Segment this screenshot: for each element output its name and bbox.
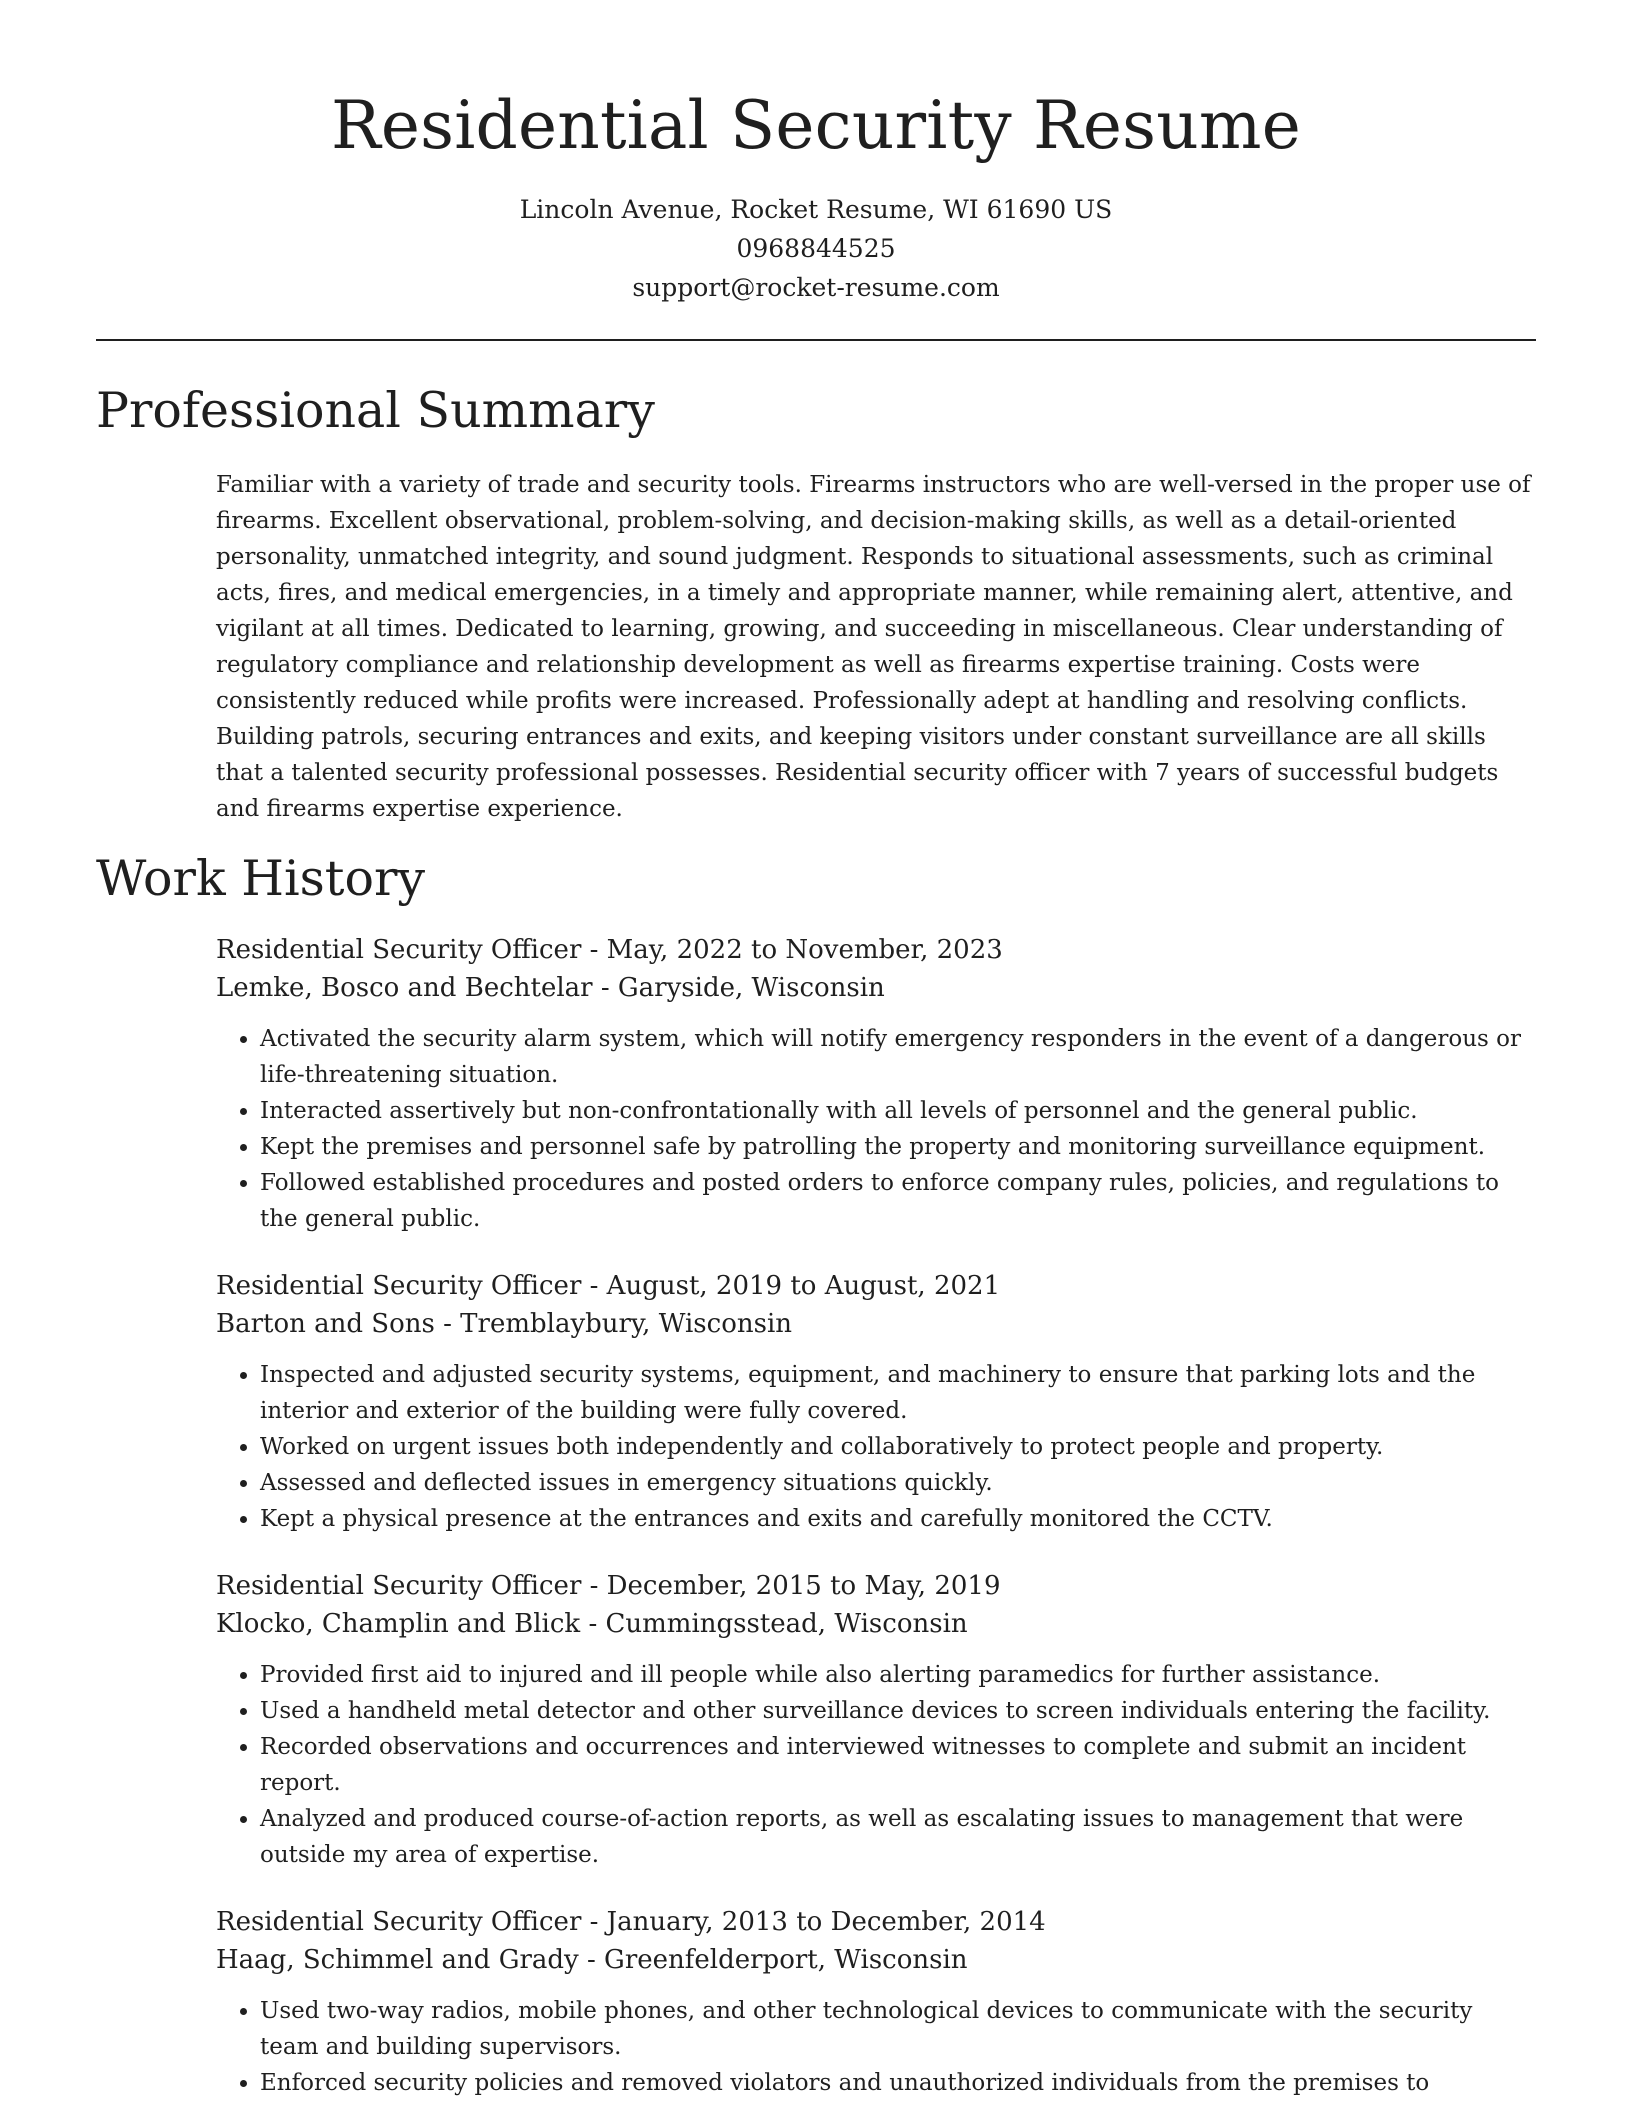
job-bullet: • Used two-way radios, mobile phones, and other technological devices to communicate with the security team and building supervisors. (260, 1993, 1536, 2065)
job-bullet-list (216, 1357, 1536, 1537)
job-entry (216, 1903, 1536, 2101)
job-company-location: Barton and Sons - Tremblaybury, Wisconsin (216, 1309, 792, 1339)
job-bullet: • Activated the security alarm system, which will notify emergency responders in the event of a dangerous or life-threatening situation. (260, 1021, 1536, 1093)
job-title-dates: Residential Security Officer - December, 2015 to May, 2019 (216, 1571, 1001, 1601)
job-bullet: • Interacted assertively but non-confrontationally with all levels of personnel and the general public. (260, 1093, 1536, 1129)
job-bullet-list (216, 1657, 1536, 1873)
job-title-dates: Residential Security Officer - May, 2022 to November, 2023 (216, 935, 1003, 965)
contact-address: Lincoln Avenue, Rocket Resume, WI 61690 US (519, 195, 1113, 224)
job-title-dates: Residential Security Officer - January, 2013 to December, 2014 (216, 1907, 1046, 1937)
contact-phone: 0968844525 (736, 234, 896, 263)
job-company-location: Lemke, Bosco and Bechtelar - Garyside, Wisconsin (216, 973, 885, 1003)
job-bullet: • Analyzed and produced course-of-action reports, as well as escalating issues to management that were outside my area of expertise. (260, 1801, 1536, 1873)
resume-title: Residential Security Resume (331, 87, 1301, 164)
job-entry (216, 931, 1536, 1237)
job-bullet: • Recorded observations and occurrences and interviewed witnesses to complete and submit an incident report. (260, 1729, 1536, 1801)
job-bullet: • Provided first aid to injured and ill people while also alerting paramedics for further assistance. (260, 1657, 1536, 1693)
job-bullet: • Worked on urgent issues both independently and collaboratively to protect people and property. (260, 1429, 1536, 1465)
job-bullet: • Enforced security policies and removed violators and unauthorized individuals from the premises to (260, 2065, 1536, 2101)
header-divider (96, 339, 1536, 341)
work-history-heading: Work History (96, 850, 426, 907)
resume-header (96, 0, 1536, 307)
job-company-location: Haag, Schimmel and Grady - Greenfelderport, Wisconsin (216, 1945, 968, 1975)
job-entry (216, 1567, 1536, 1873)
job-bullet: • Followed established procedures and posted orders to enforce company rules, policies, and regulations to the general public. (260, 1165, 1536, 1237)
contact-email: support@rocket-resume.com (632, 273, 1000, 302)
summary-text: Familiar with a variety of trade and security tools. Firearms instructors who are well-versed in the proper use of firearms. Excellent observational, problem-solving, and decision-making skills, as well as a detail-oriented personality, unmatched integrity, and sound judgment. Responds to situational assessments, such as criminal acts, fires, and medical emergencies, in a timely and appropriate manner, while remaining alert, attentive, and vigilant at all times. Dedicated to learning, growing, and succeeding in miscellaneous. Clear understanding of regulatory compliance and relationship development as well as firearms expertise training. Costs were consistently reduced while profits were increased. Professionally adept at handling and resolving conflicts. Building patrols, securing entrances and exits, and keeping visitors under constant surveillance are all skills that a talented security professional possesses. Residential security officer with 7 years of successful budgets and firearms expertise experience. (216, 472, 1531, 822)
job-company-location: Klocko, Champlin and Blick - Cummingsstead, Wisconsin (216, 1609, 968, 1639)
job-bullet: • Assessed and deflected issues in emergency situations quickly. (260, 1465, 1536, 1501)
job-bullet-list (216, 1021, 1536, 1237)
job-entry (216, 1267, 1536, 1537)
job-title-dates: Residential Security Officer - August, 2019 to August, 2021 (216, 1271, 1001, 1301)
summary-heading: Professional Summary (96, 382, 655, 439)
job-bullet: • Kept the premises and personnel safe by patrolling the property and monitoring surveillance equipment. (260, 1129, 1536, 1165)
job-bullet: • Kept a physical presence at the entrances and exits and carefully monitored the CCTV. (260, 1501, 1536, 1537)
job-bullet-list (216, 1993, 1536, 2101)
contact-block (96, 190, 1536, 307)
job-bullet: • Inspected and adjusted security systems, equipment, and machinery to ensure that parking lots and the interior and exterior of the building were fully covered. (260, 1357, 1536, 1429)
job-bullet: • Used a handheld metal detector and other surveillance devices to screen individuals entering the facility. (260, 1693, 1536, 1729)
